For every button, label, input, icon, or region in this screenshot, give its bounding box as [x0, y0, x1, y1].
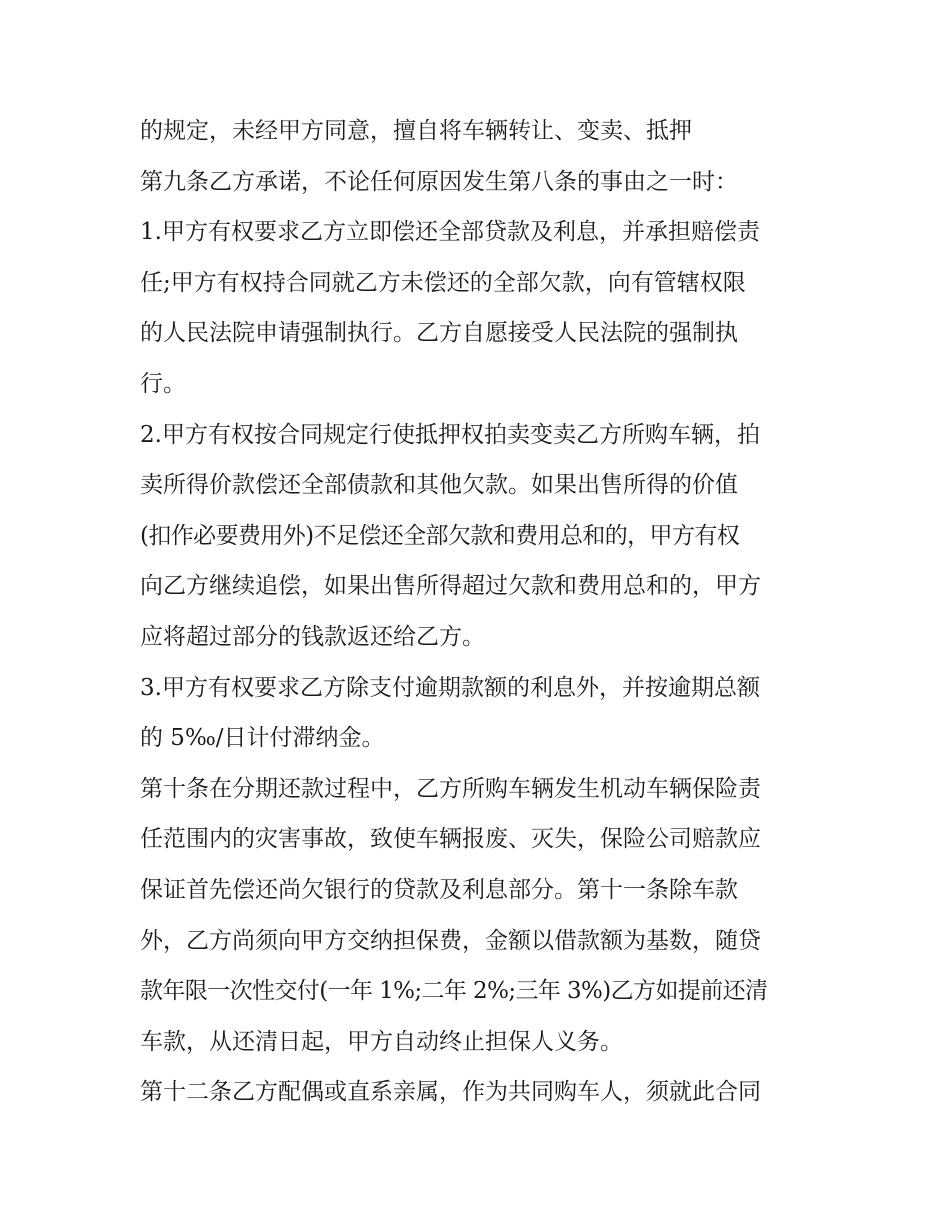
text-line: 第九条乙方承诺，不论任何原因发生第八条的事由之一时： — [140, 168, 738, 195]
text-line: 的规定，未经甲方同意，擅自将车辆转让、变卖、抵押 — [140, 118, 692, 144]
text-line: 任范围内的灾害事故，致使车辆报废、灭失，保险公司赔款应 — [140, 826, 761, 853]
text-line: 应将超过部分的钱款返还给乙方。 — [140, 623, 485, 650]
text-line: 行。 — [140, 370, 186, 397]
text-line: 第十条在分期还款过程中，乙方所购车辆发生机动车辆保险责 — [140, 775, 761, 802]
text-line: 保证首先偿还尚欠银行的贷款及利息部分。第十一条除车款 — [140, 876, 738, 903]
text-line: 3.甲方有权要求乙方除支付逾期款额的利息外，并按逾期总额 — [140, 674, 760, 701]
text-line: (扣作必要费用外)不足偿还全部欠款和费用总和的，甲方有权 — [140, 522, 740, 549]
text-line: 卖所得价款偿还全部债款和其他欠款。如果出售所得的价值 — [140, 472, 738, 499]
text-line: 任;甲方有权持合同就乙方未偿还的全部欠款，向有管辖权限 — [140, 269, 746, 296]
text-line: 第十二条乙方配偶或直系亲属，作为共同购车人，须就此合同 — [140, 1079, 761, 1106]
document-body — [140, 106, 830, 1118]
text-line: 向乙方继续追偿，如果出售所得超过欠款和费用总和的，甲方 — [140, 573, 761, 600]
text-line: 款年限一次性交付(一年 1%;二年 2%;三年 3%)乙方如提前还清 — [140, 978, 768, 1005]
text-line: 2.甲方有权按合同规定行使抵押权拍卖变卖乙方所购车辆，拍 — [140, 421, 760, 448]
text-line: 的人民法院申请强制执行。乙方自愿接受人民法院的强制执 — [140, 320, 738, 347]
text-line: 的 5‰/日计付滞纳金。 — [140, 725, 385, 752]
text-line: 1.甲方有权要求乙方立即偿还全部贷款及利息，并承担赔偿责 — [140, 219, 760, 246]
text-line: 外，乙方尚须向甲方交纳担保费，金额以借款额为基数，随贷 — [140, 927, 761, 954]
text-line: 车款，从还清日起，甲方自动终止担保人义务。 — [140, 1028, 623, 1055]
